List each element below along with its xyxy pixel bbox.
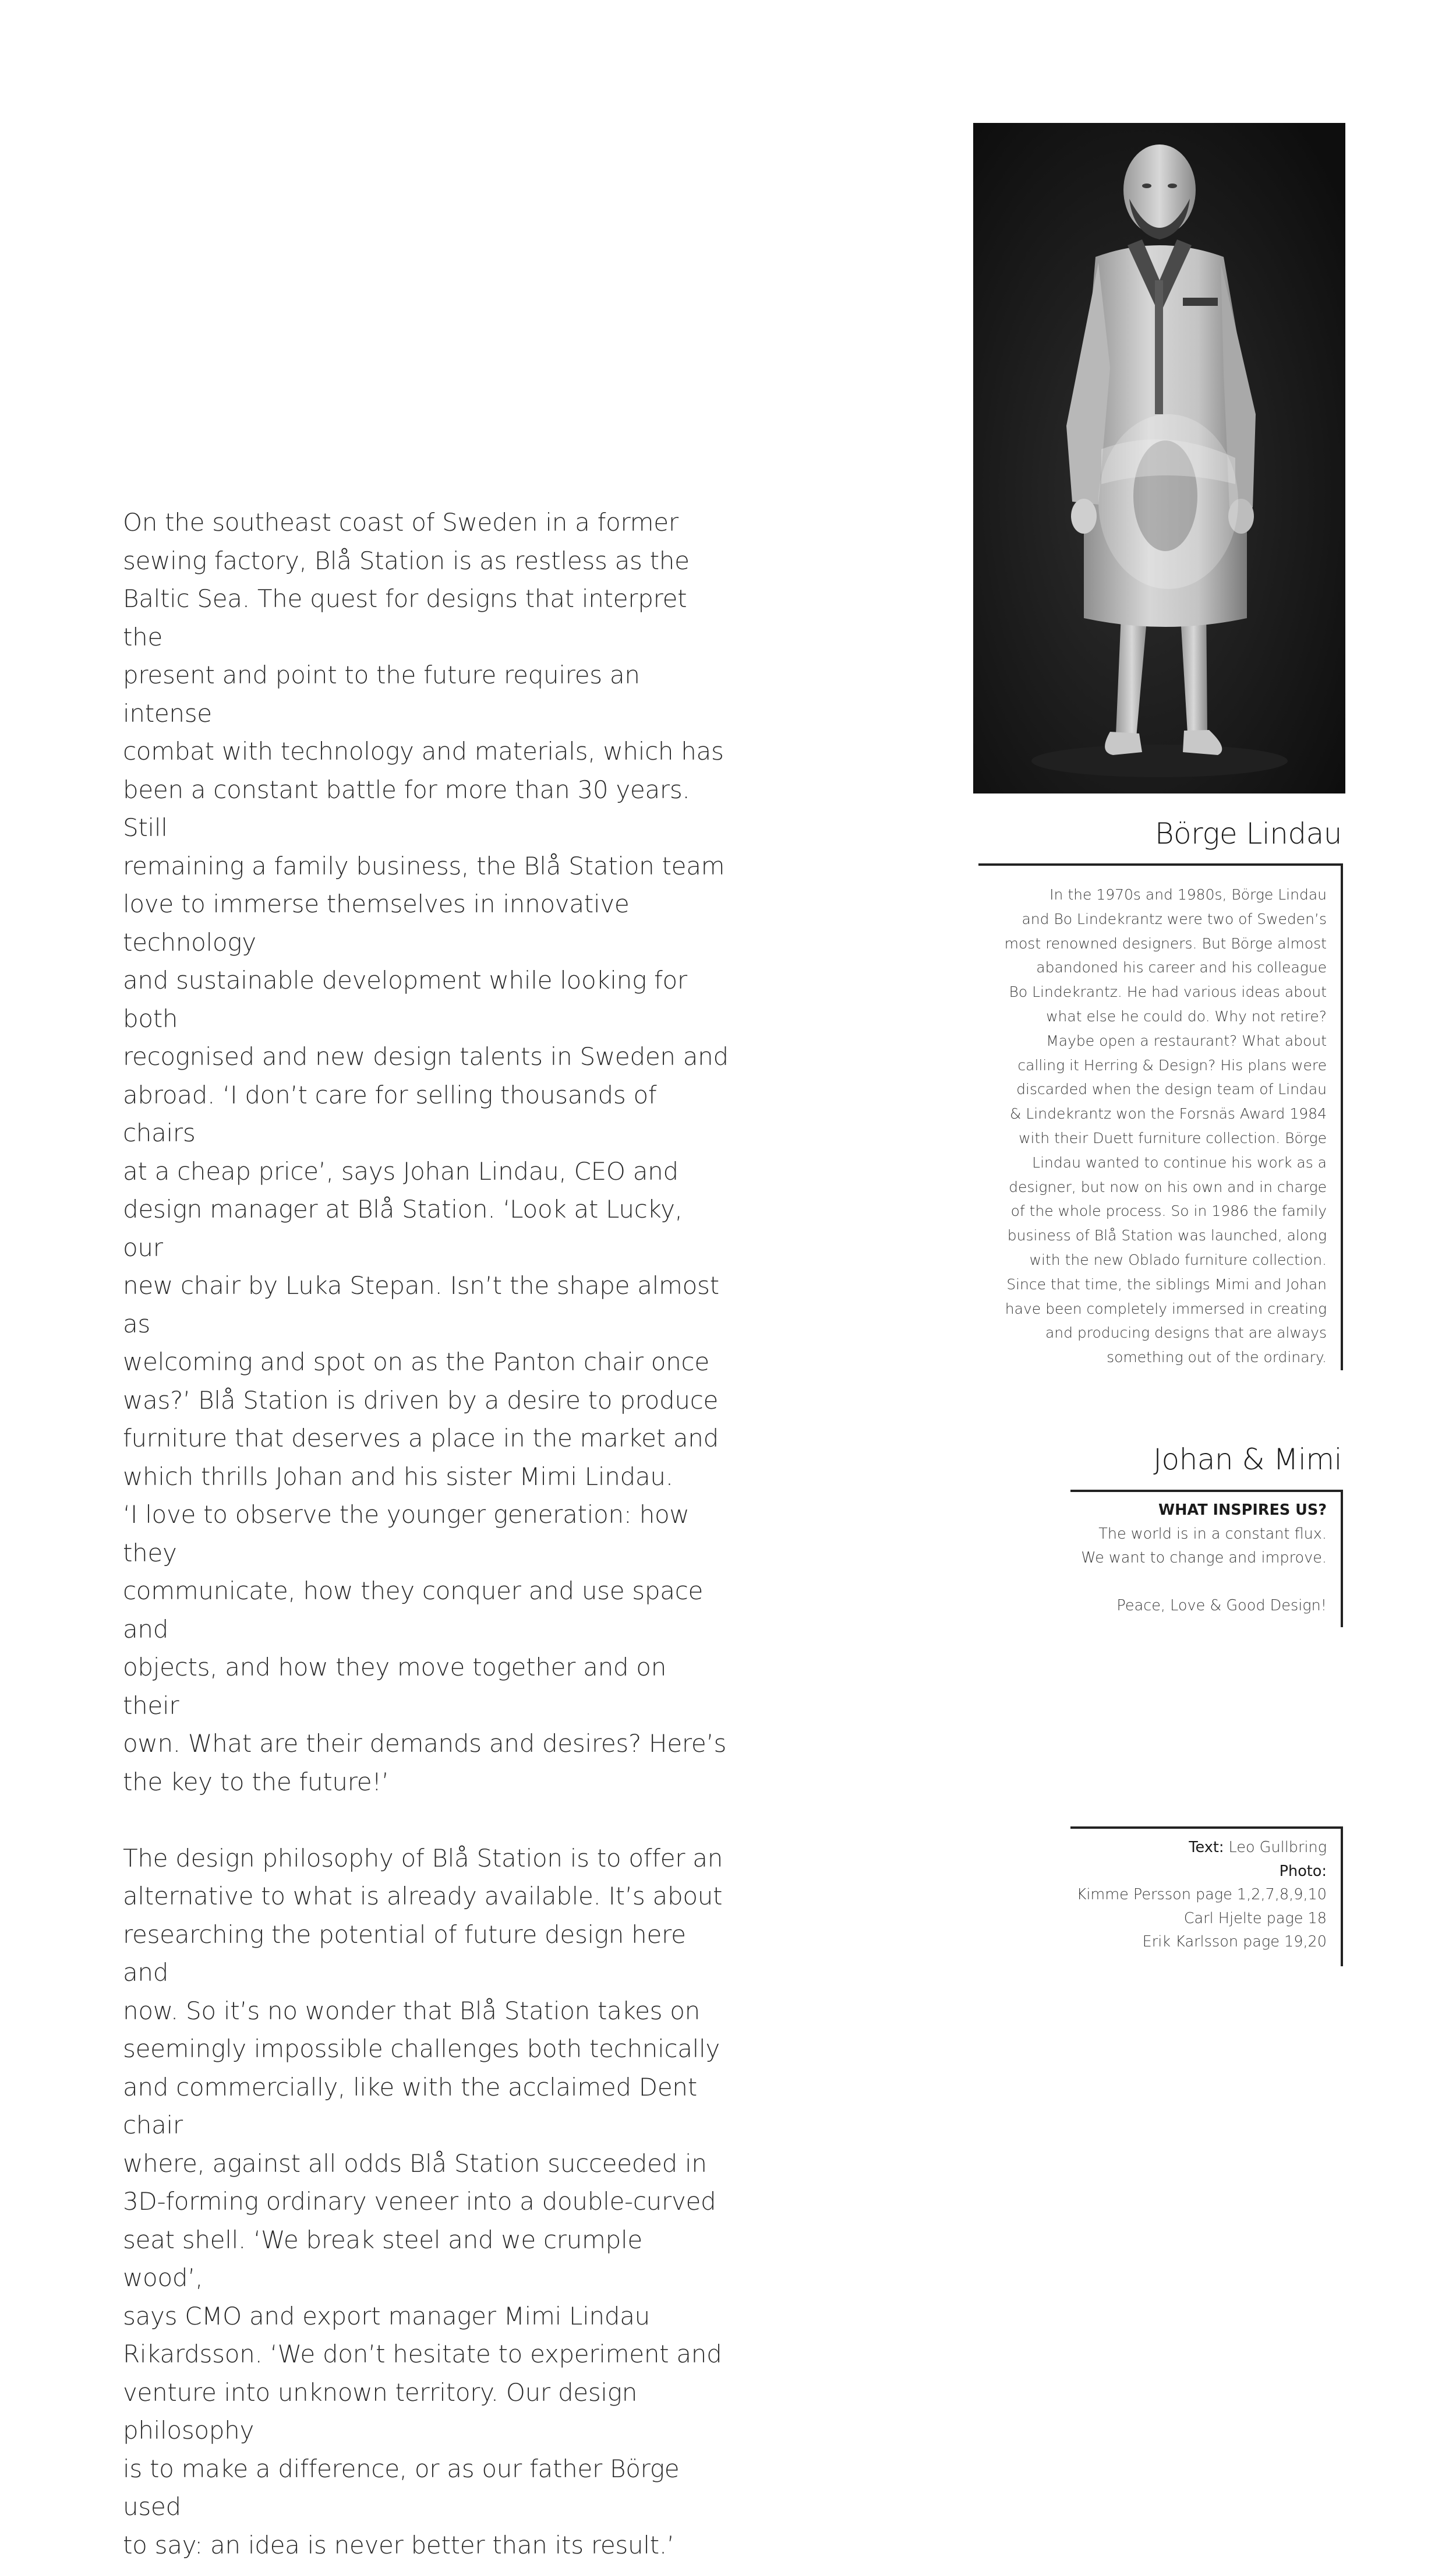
credits-box-top-rule (1070, 1826, 1343, 1829)
bio-box-right-rule (1341, 863, 1343, 1370)
credits-text-line (1072, 1836, 1327, 1860)
bio-text-block (978, 883, 1327, 1370)
credits-photo-label: Photo: (1280, 1863, 1327, 1880)
bio-text: In the 1970s and 1980s, Börge Lindau and Bo Lindekrantz were two of Sweden’s most renowned designers. But Börge almost abandoned his career and his colleague Bo Lindekrantz. He had various ideas about what else he could do. Why not retire? Maybe open a restaurant? What about calling it Herring & Design? His plans were discarded when the design team of Lindau & Lindekrantz won the Forsnäs Award 1984 with their Duett furniture collection. Börge Lindau wanted to continue his work as a designer, but now on his own and in charge of the whole process. So in 1986 the family business of Blå Station was launched, along with the new Oblado furniture collection. Since that time, the siblings Mimi and Johan have been completely immersed in creating and producing designs that are always something out of the ordinary. (978, 883, 1327, 1370)
credits-text-author: Leo Gullbring (1229, 1839, 1327, 1856)
credits-box-right-rule (1341, 1826, 1343, 1966)
inspire-line-1: The world is in a constant flux. (1072, 1522, 1327, 1546)
credits-text-label: Text: (1189, 1839, 1224, 1856)
credits-photo-line (1072, 1860, 1327, 1884)
inspire-box-right-rule (1341, 1490, 1343, 1627)
portrait-illustration (973, 123, 1345, 793)
credits-photo-entry: Erik Karlsson page 19,20 (1072, 1930, 1327, 1954)
inspire-text-block (1072, 1498, 1327, 1618)
credits-photo-entry: Kimme Persson page 1,2,7,8,9,10 (1072, 1883, 1327, 1907)
article-paragraph-1: On the southeast coast of Sweden in a former sewing factory, Blå Station is as restless as the Baltic Sea. The quest for designs that interpret the present and point to the future requires an intense combat with technology and materials, which has been a constant battle for more than 30 years. Still remaining a family business, the Blå Station team love to immerse themselves in innovative technology and sustainable development while looking for both recognised and new design talents in Sweden and abroad. ‘I don’t care for selling thousands of chairs at a cheap price’, says Johan Lindau, CEO and design manager at Blå Station. ‘Look at Lucky, our new chair by Luka Stepan. Isn’t the shape almost as welcoming and spot on as the Panton chair once was?’ Blå Station is driven by a desire to produce furniture that deserves a place in the market and which thrills Johan and his sister Mimi Lindau. ‘I love to observe the younger generation: how they communicate, how they conquer and use space and objects, and how they move together and on their own. What are their demands and desires? Here’s the key to the future!’ (123, 503, 729, 1801)
inspire-heading: Johan & Mimi (1153, 1443, 1342, 1476)
bio-box-top-rule (978, 863, 1343, 866)
credits-photo-entry: Carl Hjelte page 18 (1072, 1907, 1327, 1931)
bio-heading: Börge Lindau (1155, 817, 1342, 851)
inspire-spacer (1072, 1570, 1327, 1594)
portrait-photo (973, 123, 1345, 793)
inspire-box-top-rule (1070, 1490, 1343, 1492)
inspire-closing: Peace, Love & Good Design! (1072, 1594, 1327, 1618)
article-body (123, 503, 729, 2564)
credits-block (1072, 1836, 1327, 1954)
inspire-question: WHAT INSPIRES US? (1072, 1498, 1327, 1522)
article-paragraph-2: The design philosophy of Blå Station is to offer an alternative to what is already available. It’s about researching the potential of future design here and now. So it’s no wonder that Blå Station takes on seemingly impossible challenges both technically and commercially, like with the acclaimed Dent chair where, against all odds Blå Station succeeded in 3D-forming ordinary veneer into a double-curved seat shell. ‘We break steel and we crumple wood’, says CMO and export manager Mimi Lindau Rikardsson. ‘We don’t hesitate to experiment and venture into unknown territory. Our design philosophy is to make a difference, or as our father Börge used to say: an idea is never better than its result.’ (123, 1839, 729, 2564)
inspire-line-2: We want to change and improve. (1072, 1546, 1327, 1570)
